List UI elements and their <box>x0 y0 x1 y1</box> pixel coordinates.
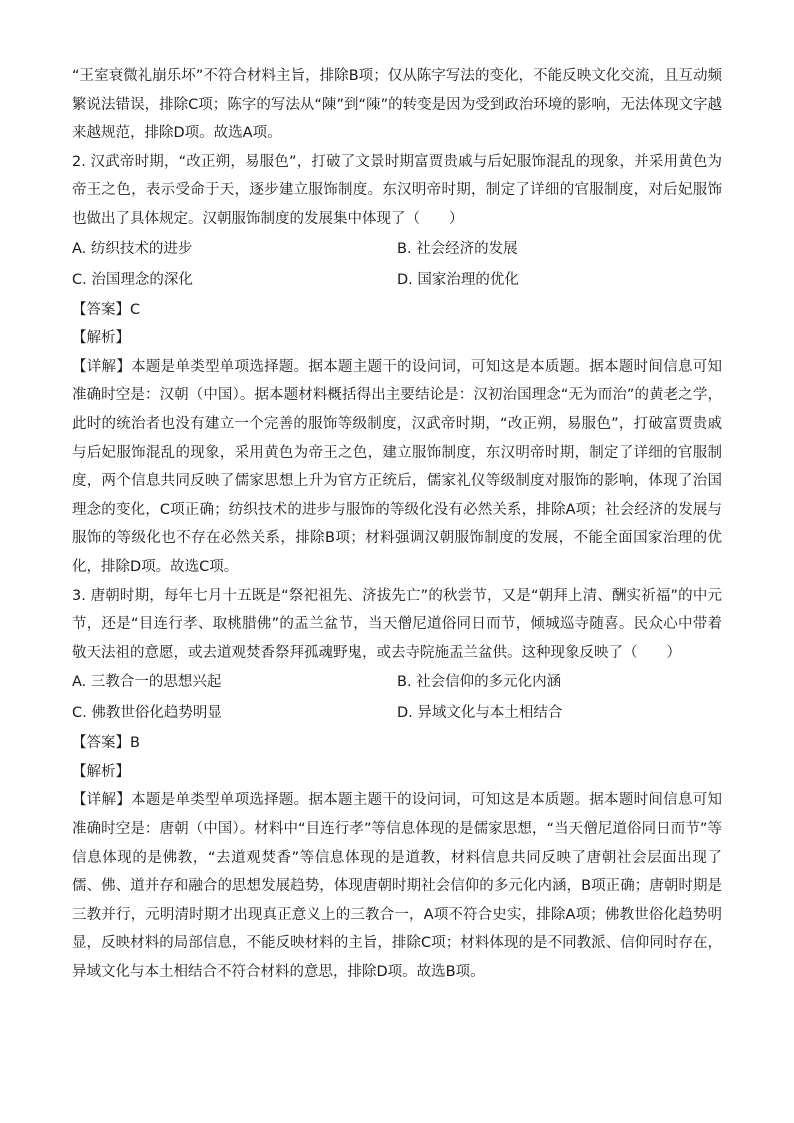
q3-answer: 【答案】B <box>72 735 140 752</box>
question-2-options <box>72 234 722 296</box>
q2-option-b: B. 社会经济的发展 <box>397 240 518 257</box>
q3-option-a: A. 三教合一的思想兴起 <box>72 674 222 691</box>
q2-detail: 【详解】本题是单类型单项选择题。据本题主题干的设问词，可知这是本质题。据本题时间信息可知准确时空是：汉朝（中国）。据本题材料概括得出主要结论是：汉初治国理念“无为而治”的黄老之学，此时的统治者也没有建立一个完善的服饰等级制度，汉武帝时期，“改正朔，易服色”，打破富贾贵戚与后妃服饰混乱的现象，采用黄色为帝王之色，建立服饰制度，东汉明帝时期，制定了详细的官服制度，两个信息共同反映了儒家思想上升为官方正统后，儒家礼仪等级制度对服饰的影响，体现了治国理念的变化，C项正确；纺织技术的进步与服饰的等级化没有必然关系，排除A项；社会经济的发展与服饰的等级化也不存在必然关系，排除B项；材料强调汉朝服饰制度的发展，不能全面国家治理的优化，排除D项。故选C项。 <box>72 358 722 575</box>
q3-analysis-label: 【解析】 <box>72 763 130 780</box>
q3-option-d: D. 异域文化与本土相结合 <box>397 705 563 722</box>
page-content <box>72 62 722 987</box>
question-2-stem: 2. 汉武帝时期，“改正朔，易服色”，打破了文景时期富贾贵戚与后妃服饰混乱的现象，并采用黄色为帝王之色，表示受命于天，逐步建立服饰制度。东汉明帝时期，制定了详细的官服制度，对后妃服饰也做出了具体规定。汉朝服饰制度的发展集中体现了（ ） <box>72 153 722 227</box>
question-3-stem: 3. 唐朝时期，每年七月十五既是“祭祀祖先、济拔先亡”的秋尝节，又是“朝拜上清、酬实祈福”的中元节，还是“目连行孝、取桃腊佛”的盂兰盆节，当天僧尼道俗同日而节，倾城巡寺随喜。民众心中带着敬天法祖的意愿，或去道观焚香祭拜孤魂野鬼，或去寺院施盂兰盆供。这种现象反映了（ ） <box>72 587 722 661</box>
q3-option-b: B. 社会信仰的多元化内涵 <box>397 674 562 691</box>
q3-detail: 【详解】本题是单类型单项选择题。据本题主题干的设问词，可知这是本质题。据本题时间信息可知准确时空是：唐朝（中国）。材料中“目连行孝”等信息体现的是儒家思想，“当天僧尼道俗同日而节”等信息体现的是佛教，“去道观焚香”等信息体现的是道教，材料信息共同反映了唐朝社会层面出现了儒、佛、道并存和融合的思想发展趋势，体现唐朝时期社会信仰的多元化内涵，B项正确；唐朝时期是三教并行，元明清时期才出现真正意义上的三教合一，A项不符合史实，排除A项；佛教世俗化趋势明显，反映材料的局部信息，不能反映材料的主旨，排除C项；材料体现的是不同教派、信仰同时存在，异域文化与本土相结合不符合材料的意思，排除D项。故选B项。 <box>72 792 722 981</box>
q2-option-c: C. 治国理念的深化 <box>72 271 193 288</box>
q3-option-c: C. 佛教世俗化趋势明显 <box>72 705 222 722</box>
q2-option-d: D. 国家治理的优化 <box>397 271 519 288</box>
continued-explanation: “王室衰微礼崩乐坏”不符合材料主旨，排除B项；仅从陈字写法的变化，不能反映文化交流，且互动频繁说法错误，排除C项；陈字的写法从“陳”到“𨻰”的转变是因为受到政治环境的影响，无法体现文字越来越规范，排除D项。故选A项。 <box>72 68 722 142</box>
question-3-options <box>72 667 722 729</box>
q2-analysis-label: 【解析】 <box>72 330 130 347</box>
q2-option-a: A. 纺织技术的进步 <box>72 240 193 257</box>
q2-answer: 【答案】C <box>72 301 141 318</box>
